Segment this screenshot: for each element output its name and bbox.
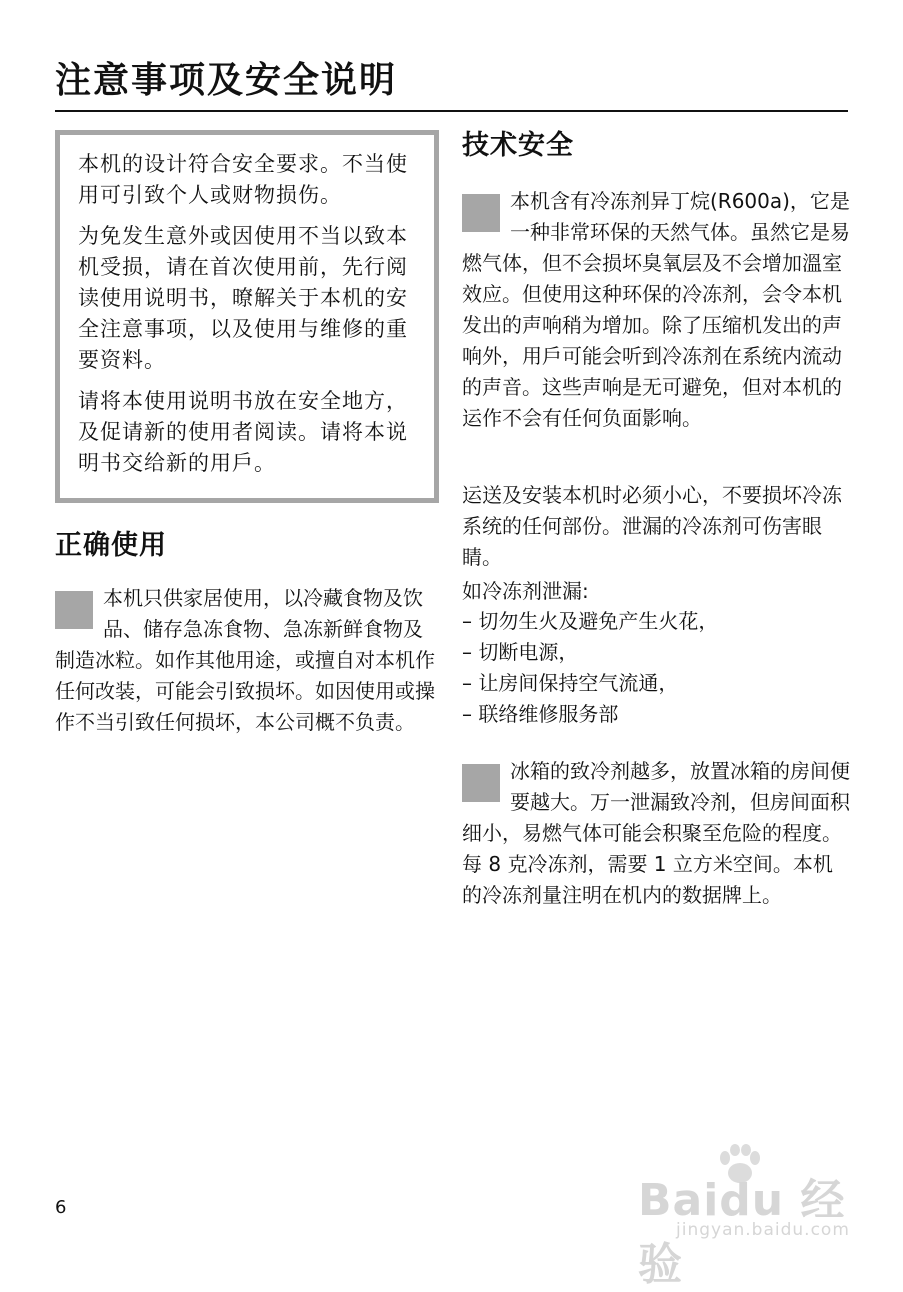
technical-safety-intro <box>462 186 852 434</box>
baidu-watermark <box>638 1140 858 1290</box>
room-size-section <box>462 756 852 911</box>
gray-marker-square <box>462 764 500 802</box>
watermark-logo-text: Baidu 经验 <box>638 1175 846 1290</box>
page-number: 6 <box>55 1197 67 1218</box>
notice-paragraph-2: 为免发生意外或因使用不当以致本机受损，请在首次使用前，先行阅读使用说明书，暸解关于本机的安全注意事项，以及使用与维修的重要资料。 <box>78 224 408 372</box>
notice-paragraph-1: 本机的设计符合安全要求。不当使用可引致个人或财物损伤。 <box>78 152 408 207</box>
safety-notice-box <box>55 130 439 503</box>
list-item: – 切断电源， <box>462 637 852 668</box>
list-item: – 让房间保持空气流通， <box>462 668 852 699</box>
technical-safety-heading: 技术安全 <box>462 130 574 161</box>
list-item: – 切勿生火及避免产生火花， <box>462 606 852 637</box>
correct-use-heading: 正确使用 <box>55 530 167 561</box>
title-divider <box>55 110 848 112</box>
watermark-url: jingyan.baidu.com <box>676 1220 850 1240</box>
leak-list-intro: 如冷冻剂泄漏: <box>462 579 589 603</box>
correct-use-section <box>55 583 440 738</box>
list-item: – 联络维修服务部 <box>462 699 852 730</box>
correct-use-text: 本机只供家居使用，以冷藏食物及饮品、储存急冻食物、急冻新鲜食物及制造冰粒。如作其他用途，或擅自对本机作任何改装，可能会引致损坏。如因使用或操作不当引致任何损坏，本公司概不负责。 <box>55 586 435 734</box>
gray-marker-square <box>55 591 93 629</box>
transport-caution-paragraph: 运送及安装本机时必须小心，不要损坏冷冻系统的任何部份。泄漏的冷冻剂可伤害眼睛。 <box>462 483 842 569</box>
room-size-text: 冰箱的致冷剂越多，放置冰箱的房间便要越大。万一泄漏致冷剂，但房间面积细小，易燃气体可能会积聚至危险的程度。每 8 克冷冻剂，需要 1 立方米空间。本机的冷冻剂量注明在机内的数据牌上。 <box>462 759 850 907</box>
gray-marker-square <box>462 194 500 232</box>
page-title: 注意事项及安全说明 <box>55 60 398 101</box>
leak-actions-list <box>462 606 852 730</box>
refrigerant-paragraph: 本机含有冷冻剂异丁烷(R600a)，它是一种非常环保的天然气体。虽然它是易燃气体，但不会损坏臭氧层及不会增加溫室效应。但使用这种环保的冷冻剂，会令本机发出的声响稍为增加。除了压缩机发出的声响外，用戶可能会听到冷冻剂在系统内流动的声音。这些声响是无可避免，但对本机的运作不会有任何负面影响。 <box>462 189 850 430</box>
notice-paragraph-3: 请将本使用说明书放在安全地方，及促请新的使用者阅读。请将本说明书交给新的用戶。 <box>78 389 408 475</box>
